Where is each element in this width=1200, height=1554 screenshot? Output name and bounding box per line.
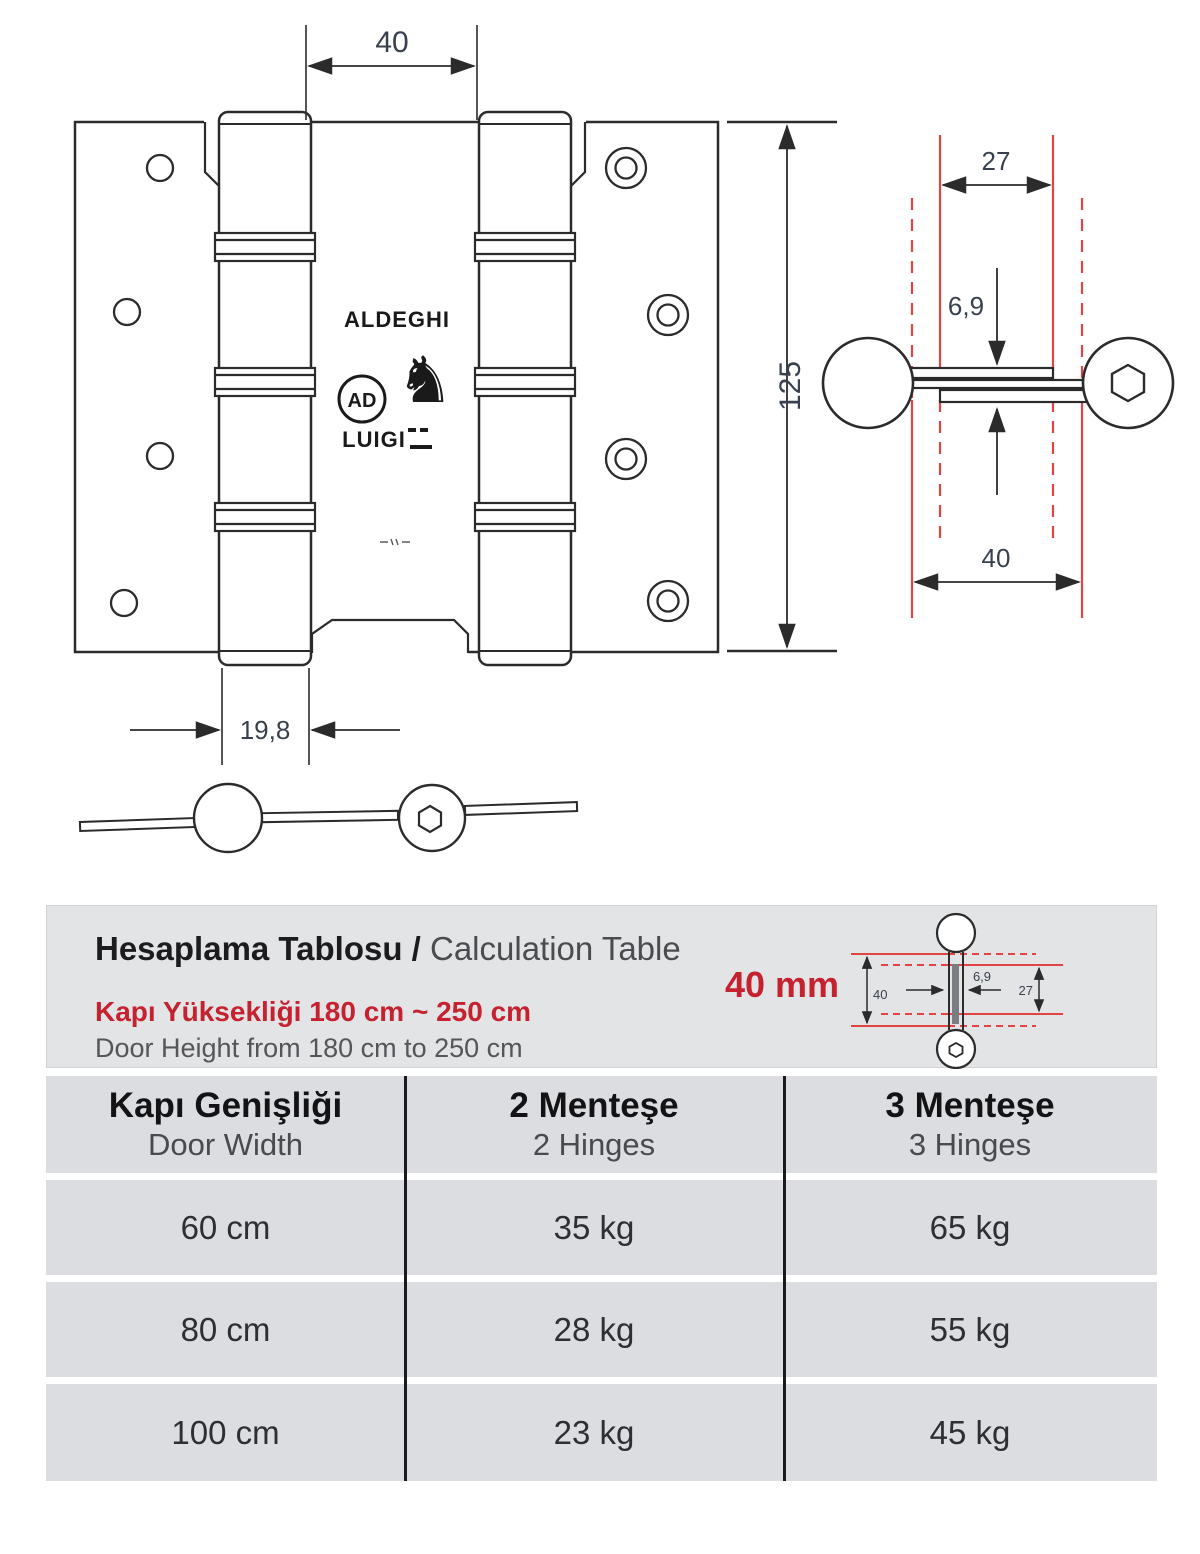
cell-2-hinges: 35 kg	[553, 1208, 635, 1246]
column-divider	[783, 1076, 786, 1481]
table-header-panel	[46, 905, 1157, 1068]
panel-title-tr: Hesaplama Tablosu /	[95, 930, 421, 967]
dim-barrel-width-value: 19,8	[239, 715, 291, 745]
cell-3-hinges: 45 kg	[929, 1413, 1011, 1451]
column-header-3-hinges: 3 Menteşe 3 Hinges	[885, 1085, 1055, 1163]
mini-dim-outer: 40	[873, 987, 888, 1002]
cell-3-hinges: 55 kg	[929, 1310, 1011, 1348]
cell-3-hinges: 65 kg	[929, 1208, 1011, 1246]
mini-top-knob	[937, 914, 975, 952]
cell-2-hinges: 28 kg	[553, 1310, 635, 1348]
panel-title-en: Calculation Table	[420, 930, 681, 967]
column-divider	[404, 1076, 407, 1481]
table-row	[46, 1180, 1157, 1275]
hex-socket	[1112, 365, 1144, 401]
dim-top-width-value: 40	[375, 26, 409, 59]
column-header-2-hinges: 2 Menteşe 2 Hinges	[509, 1085, 679, 1163]
logo-monogram: AD	[347, 390, 377, 412]
topview-left-knob	[194, 784, 262, 852]
dimension-outer	[915, 543, 1079, 582]
row-gap	[46, 1173, 1157, 1180]
table-row	[46, 1384, 1157, 1481]
panel-title	[95, 930, 681, 968]
cell-2-hinges: 23 kg	[553, 1413, 635, 1451]
column-header-door-width: Kapı Genişliği Door Width	[108, 1085, 343, 1163]
calculation-table-block	[46, 905, 1157, 1483]
logo-brand-top: ALDEGHI	[344, 307, 450, 332]
cell-door-width: 60 cm	[180, 1208, 271, 1246]
dim-height-value: 125	[774, 360, 807, 412]
panel-subtitle-tr: Kapı Yüksekliği 180 cm ~ 250 cm	[95, 996, 532, 1027]
mini-hex-socket	[950, 1043, 963, 1057]
table-header-row	[46, 1076, 1157, 1173]
mini-dim-inner: 27	[1018, 983, 1033, 998]
panel-subtitle-en: Door Height from 180 cm to 250 cm	[95, 1033, 523, 1063]
dimension-inner	[943, 146, 1050, 185]
dimension-barrel-width	[130, 668, 400, 765]
dimension-height	[727, 122, 837, 651]
cell-door-width: 80 cm	[180, 1310, 271, 1348]
panel-table-gap	[46, 1068, 1157, 1076]
dim-leaf-value: 6,9	[947, 291, 985, 321]
mini-dim-leaf: 6,9	[972, 969, 992, 984]
dimension-top-width	[306, 25, 477, 120]
row-gap	[46, 1377, 1157, 1384]
right-barrel	[475, 112, 575, 665]
dim-outer-value: 40	[981, 543, 1011, 573]
hinge-size-label: 40 mm	[724, 964, 840, 1005]
logo-brand-bottom: LUIGI	[342, 427, 406, 452]
mini-hinge-diagram	[837, 909, 1077, 1069]
section-left-knob	[823, 338, 913, 428]
section-view	[823, 135, 1173, 618]
cell-door-width: 100 cm	[171, 1413, 280, 1451]
dim-inner-value: 27	[981, 146, 1011, 176]
topview-hex-socket	[419, 806, 441, 832]
table-row	[46, 1282, 1157, 1377]
horse-icon: ♞	[396, 344, 454, 416]
left-barrel	[215, 112, 315, 665]
row-gap	[46, 1275, 1157, 1282]
top-view	[80, 784, 577, 852]
